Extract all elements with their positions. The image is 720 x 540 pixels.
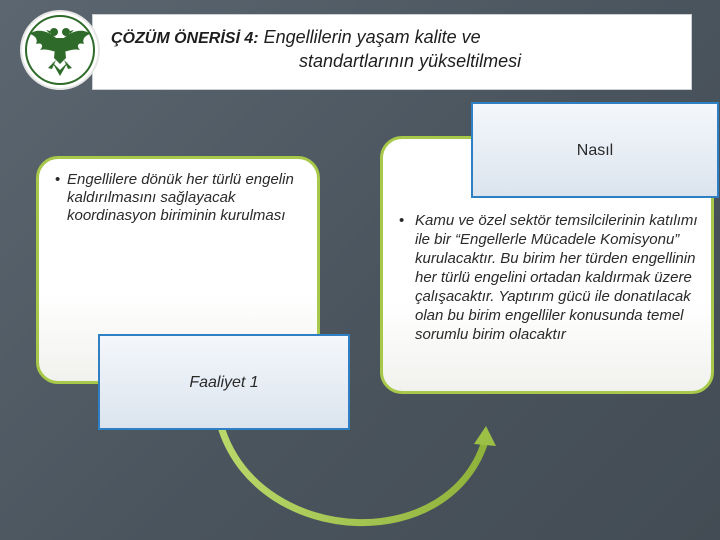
logo	[22, 12, 98, 88]
left-bullet-item	[55, 171, 305, 225]
title-line-2: standartlarının yükseltilmesi	[299, 51, 522, 71]
title-line-1	[111, 27, 481, 48]
double-headed-eagle-icon	[22, 12, 98, 88]
arrow-head	[474, 426, 496, 446]
right-bullet-item	[399, 211, 705, 344]
bullet-marker: •	[399, 212, 405, 229]
nasil-label: Nasıl	[576, 142, 614, 159]
right-bullet-text: Kamu ve özel sektör temsilcilerinin katılımı ile bir “Engellerle Mücadele Komisyonu” kurulacaktır. Bu birim her türden engellinin her türlü engelini ortadan kaldırmak üzere çalışacaktır. Yaptırım gücü ile donatılacak olan bu birim engelliler konusunda temel sorumlu birim olacaktır	[415, 212, 698, 343]
nasil-label-box	[471, 102, 719, 198]
title-lead: ÇÖZÜM ÖNERİSİ 4:	[111, 30, 259, 47]
arrow-curve	[222, 430, 486, 523]
faaliyet-label-box	[98, 334, 350, 430]
title-line-1-rest: Engellilerin yaşam kalite ve	[258, 27, 481, 47]
faaliyet-label: Faaliyet 1	[189, 374, 259, 391]
title-box	[92, 14, 692, 90]
left-bullet-text: Engellilere dönük her türlü engelin kaldırılmasını sağlayacak koordinasyon biriminin kurulması	[67, 171, 294, 224]
bullet-marker: •	[55, 171, 61, 188]
